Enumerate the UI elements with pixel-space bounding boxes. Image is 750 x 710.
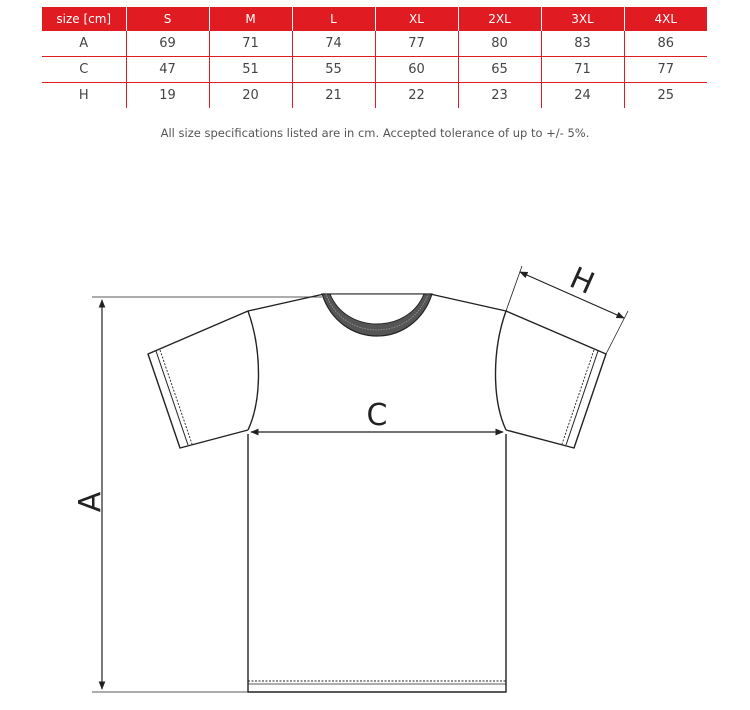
right-armhole [496, 311, 507, 430]
size-header-label: size [cm] [42, 7, 126, 31]
table-cell: 55 [292, 57, 375, 83]
left-cuff-stitch [160, 350, 192, 444]
size-header-m: M [209, 7, 292, 31]
table-cell: 65 [458, 57, 541, 83]
table-cell: 77 [375, 31, 458, 57]
tshirt-body [248, 434, 506, 692]
table-cell: 22 [375, 83, 458, 109]
size-header-4xl: 4XL [624, 7, 707, 31]
table-cell: 51 [209, 57, 292, 83]
table-cell: 80 [458, 31, 541, 57]
dimension-h-label: H [564, 260, 600, 302]
size-note: All size specifications listed are in cm. Accepted tolerance of up to +/- 5%. [160, 126, 590, 140]
table-cell: 86 [624, 31, 707, 57]
dimension-c-label: C [366, 398, 388, 433]
table-cell: 47 [126, 57, 209, 83]
table-cell: 74 [292, 31, 375, 57]
size-header-s: S [126, 7, 209, 31]
left-shoulder [148, 294, 324, 448]
dimension-a-label: A [73, 491, 108, 513]
table-cell: 19 [126, 83, 209, 109]
right-shoulder [430, 294, 606, 448]
row-label: A [42, 31, 126, 57]
table-cell: 83 [541, 31, 624, 57]
left-cuff [156, 351, 188, 445]
table-cell: 77 [624, 57, 707, 83]
row-label: C [42, 57, 126, 83]
row-label: H [78, 88, 89, 103]
table-cell: 71 [541, 57, 624, 83]
right-cuff-stitch [562, 350, 594, 444]
table-cell: 20 [209, 83, 292, 109]
table-cell: 21 [292, 83, 375, 109]
size-header-l: L [292, 7, 375, 31]
tshirt-outline [148, 294, 606, 692]
size-header-xl: XL [375, 7, 458, 31]
size-header-2xl: 2XL [458, 7, 541, 31]
table-cell: 25 [624, 83, 707, 109]
left-armhole [248, 311, 259, 430]
table-cell: 69 [126, 31, 209, 57]
dimension-a [92, 297, 322, 692]
table-cell: 60 [375, 57, 458, 83]
table-cell: 23 [458, 83, 541, 109]
table-cell: 71 [209, 31, 292, 57]
size-header-3xl: 3XL [541, 7, 624, 31]
collar [322, 294, 432, 336]
dimension-h [506, 266, 628, 354]
right-cuff [566, 351, 598, 445]
table-cell: 24 [541, 83, 624, 109]
